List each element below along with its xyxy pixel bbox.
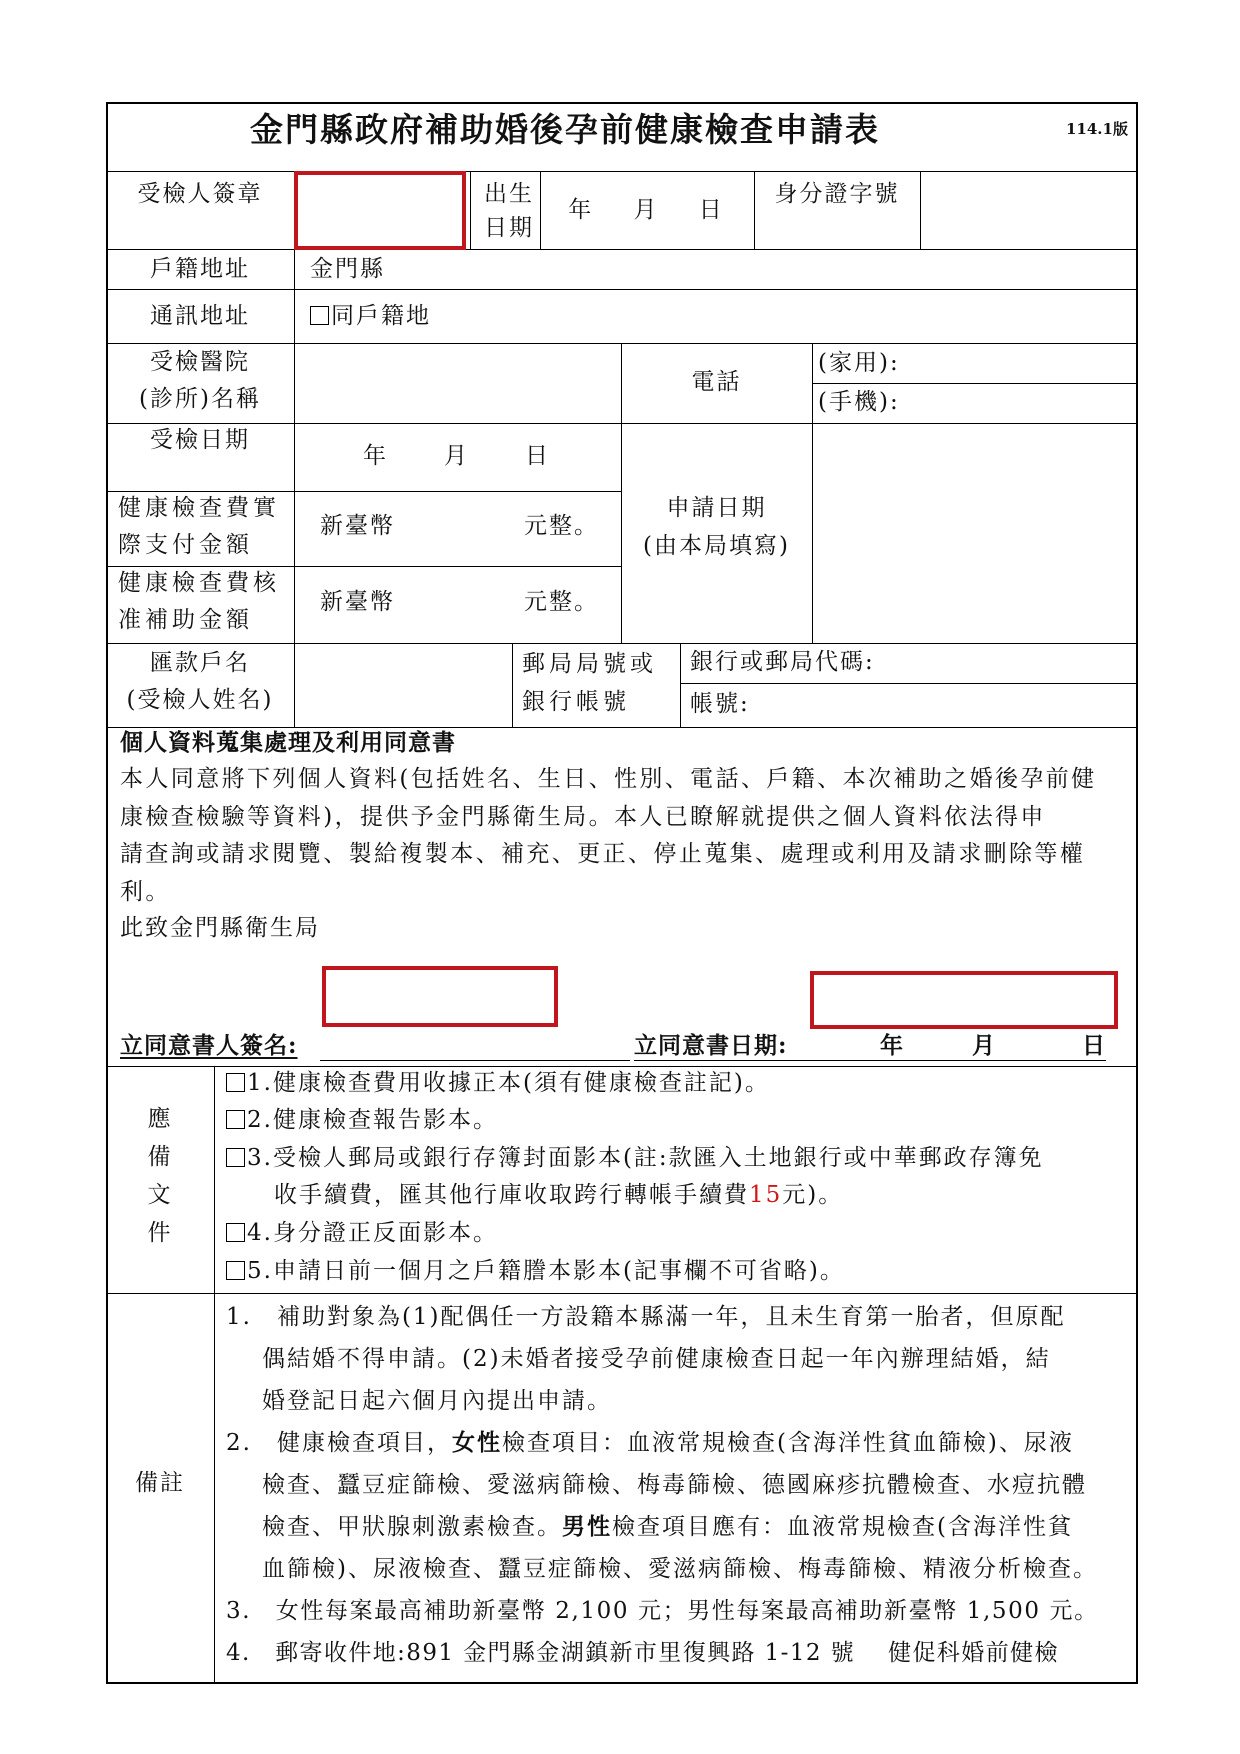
document-item-passbook[interactable] [226,1140,1044,1177]
rule [106,171,1138,172]
document-checkbox[interactable] [226,1148,245,1167]
note-line: 血篩檢)、尿液檢查、蠶豆症篩檢、愛滋病篩檢、梅毒篩檢、精液分析檢查。 [262,1556,1098,1582]
consent-date-redaction [810,971,1118,1029]
document-checkbox[interactable] [226,1110,245,1129]
hospital-label: 受檢醫院 [150,349,250,375]
note-line: 偶結婚不得申請。(2)未婚者接受孕前健康檢查日起一年內辦理結婚，結 [262,1346,1051,1372]
consent-line: 請查詢或請求閱覽、製給複製本、補充、更正、停止蒐集、處理或利用及請求刪除等權 [120,841,1086,867]
actual-cost-label: 際支付金額 [118,532,253,558]
document-item-household-transcript[interactable] [226,1253,845,1290]
same-as-household-label: 同戶籍地 [331,303,431,329]
birth-date-label: 出生 [484,181,534,207]
signature-underline [320,1060,630,1061]
account-number-field[interactable]: 帳號: [690,691,750,717]
consent-line: 康檢查檢驗等資料)，提供予金門縣衛生局。本人已瞭解就提供之個人資料依法得申 [120,803,1046,830]
consent-addressee: 此致金門縣衛生局 [120,915,320,941]
documents-label-char: 備 [147,1144,173,1170]
approved-amount-currency: 新臺幣 [320,589,395,615]
note-line: 1. 補助對象為(1)配偶任一方設籍本縣滿一年，且未生育第一胎者，但原配 [226,1304,1066,1330]
consent-heading: 個人資料蒐集處理及利用同意書 [120,729,456,756]
note-line: 3. 女性每案最高補助新臺幣 2,100 元；男性每案最高補助新臺幣 1,500 元。 [226,1598,1099,1624]
rule [920,171,921,249]
note-line [262,1506,1073,1548]
apply-date-field[interactable] [814,426,1136,640]
mobile-field[interactable]: (手機): [818,389,900,415]
approved-amount-field[interactable] [400,584,520,621]
note-line: 檢查、蠶豆症篩檢、愛滋病篩檢、梅毒篩檢、德國麻疹抗體檢查、水痘抗體 [262,1472,1087,1498]
notes-label: 備註 [135,1470,185,1496]
signature-label: 受檢人簽章 [137,181,263,207]
signature-redaction [294,171,466,250]
form-version: 114.1版 [1066,120,1128,138]
birth-date-field[interactable]: 年 月 日 [568,197,726,223]
birth-date-label: 日期 [484,215,534,241]
mail-address-label: 通訊地址 [150,303,250,329]
bank-account-label: 銀行帳號 [522,689,630,715]
passbook-note-text: 收手續費，匯其他行庫收取跨行轉帳手續費 [274,1182,749,1208]
rule [106,643,1138,644]
consent-date-day: 日 [1082,1032,1107,1059]
document-item-label: 5.申請日前一個月之戶籍謄本影本(記事欄不可省略)。 [247,1258,845,1284]
same-as-household-option[interactable] [310,298,431,335]
approved-amount-label: 准補助金額 [118,607,253,633]
rule [106,249,1138,250]
document-item-label: 4.身分證正反面影本。 [247,1220,498,1246]
rule [512,643,513,727]
apply-date-label: (由本局填寫) [643,533,790,559]
apply-date-label: 申請日期 [666,495,767,521]
document-item-id-copy[interactable] [226,1215,498,1252]
documents-label-char: 件 [147,1220,173,1246]
id-number-field[interactable] [922,176,1136,246]
consent-line: 本人同意將下列個人資料(包括姓名、生日、性別、電話、戶籍、本次補助之婚後孕前健 [120,766,1097,792]
actual-cost-currency: 新臺幣 [320,513,395,539]
note-line: 4. 郵寄收件地:891 金門縣金湖鎮新市里復興路 1-12 號 健促科婚前健檢 [226,1640,1059,1666]
transfer-fee-value: 15 [749,1182,783,1208]
rule [106,1293,1138,1294]
approved-amount-label: 健康檢查費核 [118,570,280,596]
note-line: 婚登記日起六個月內提出申請。 [262,1388,612,1414]
consent-signature-redaction [322,966,558,1027]
exam-date-field[interactable]: 年 月 日 [363,443,552,469]
document-item-label: 2.健康檢查報告影本。 [247,1107,498,1133]
document-item-label: 3.受檢人郵局或銀行存簿封面影本(註:款匯入土地銀行或中華郵政存簿免 [247,1145,1044,1171]
household-address-field[interactable]: 金門縣 [310,256,385,282]
bank-account-label: 郵局局號或 [522,651,657,677]
account-name-label: (受檢人姓名) [126,687,274,713]
rule [812,343,813,643]
note-emphasis-female: 女性 [451,1429,502,1456]
rule [470,171,471,249]
consent-signer-label: 立同意書人簽名: [120,1032,298,1059]
document-checkbox[interactable] [226,1073,245,1092]
rule [680,683,1138,684]
consent-line: 利。 [120,878,171,905]
actual-cost-unit: 元整。 [524,513,599,539]
exam-date-label: 受檢日期 [150,427,250,453]
consent-body [120,761,1130,911]
document-checkbox[interactable] [226,1261,245,1280]
rule [214,1066,215,1684]
rule [680,643,681,727]
document-item-passbook-continued [274,1177,843,1214]
account-name-label: 匯款戶名 [150,650,250,676]
approved-amount-unit: 元整。 [524,589,599,615]
id-number-label: 身分證字號 [774,181,900,207]
form-title: 金門縣政府補助婚後孕前健康檢查申請表 [250,110,880,149]
document-item-label: 1.健康檢查費用收據正本(須有健康檢查註記)。 [247,1070,770,1096]
hospital-name-field[interactable] [296,346,618,420]
bank-code-field[interactable]: 銀行或郵局代碼: [690,649,875,675]
note-text: 檢查項目應有：血液常規檢查(含海洋性貧 [612,1514,1073,1540]
note-line [226,1422,1074,1464]
document-checkbox[interactable] [226,1223,245,1242]
document-item-receipt[interactable] [226,1065,770,1102]
note-text: 2. 健康檢查項目， [226,1430,452,1456]
consent-date-label: 立同意書日期: [634,1032,788,1059]
date-underline [634,1060,1106,1061]
consent-date-year: 年 [880,1032,905,1059]
account-name-field[interactable] [296,646,510,724]
note-text: 檢查、甲狀腺刺激素檢查。 [262,1514,562,1540]
documents-label-char: 文 [147,1182,173,1208]
note-text: 檢查項目：血液常規檢查(含海洋性貧血篩檢)、尿液 [501,1430,1074,1456]
consent-date-month: 月 [972,1032,997,1059]
rule [106,289,1138,290]
phone-label: 電話 [691,369,742,395]
actual-cost-label: 健康檢查費實 [118,495,280,521]
actual-cost-amount-field[interactable] [400,508,520,545]
note-emphasis-male: 男性 [562,1513,612,1540]
hospital-label: (診所)名稱 [139,386,261,412]
document-item-report[interactable] [226,1102,498,1139]
household-address-label: 戶籍地址 [150,256,250,282]
documents-label-char: 應 [147,1106,173,1132]
same-as-household-checkbox[interactable] [310,306,329,325]
passbook-note-text: 元)。 [782,1182,844,1208]
home-phone-field[interactable]: (家用): [818,350,900,376]
